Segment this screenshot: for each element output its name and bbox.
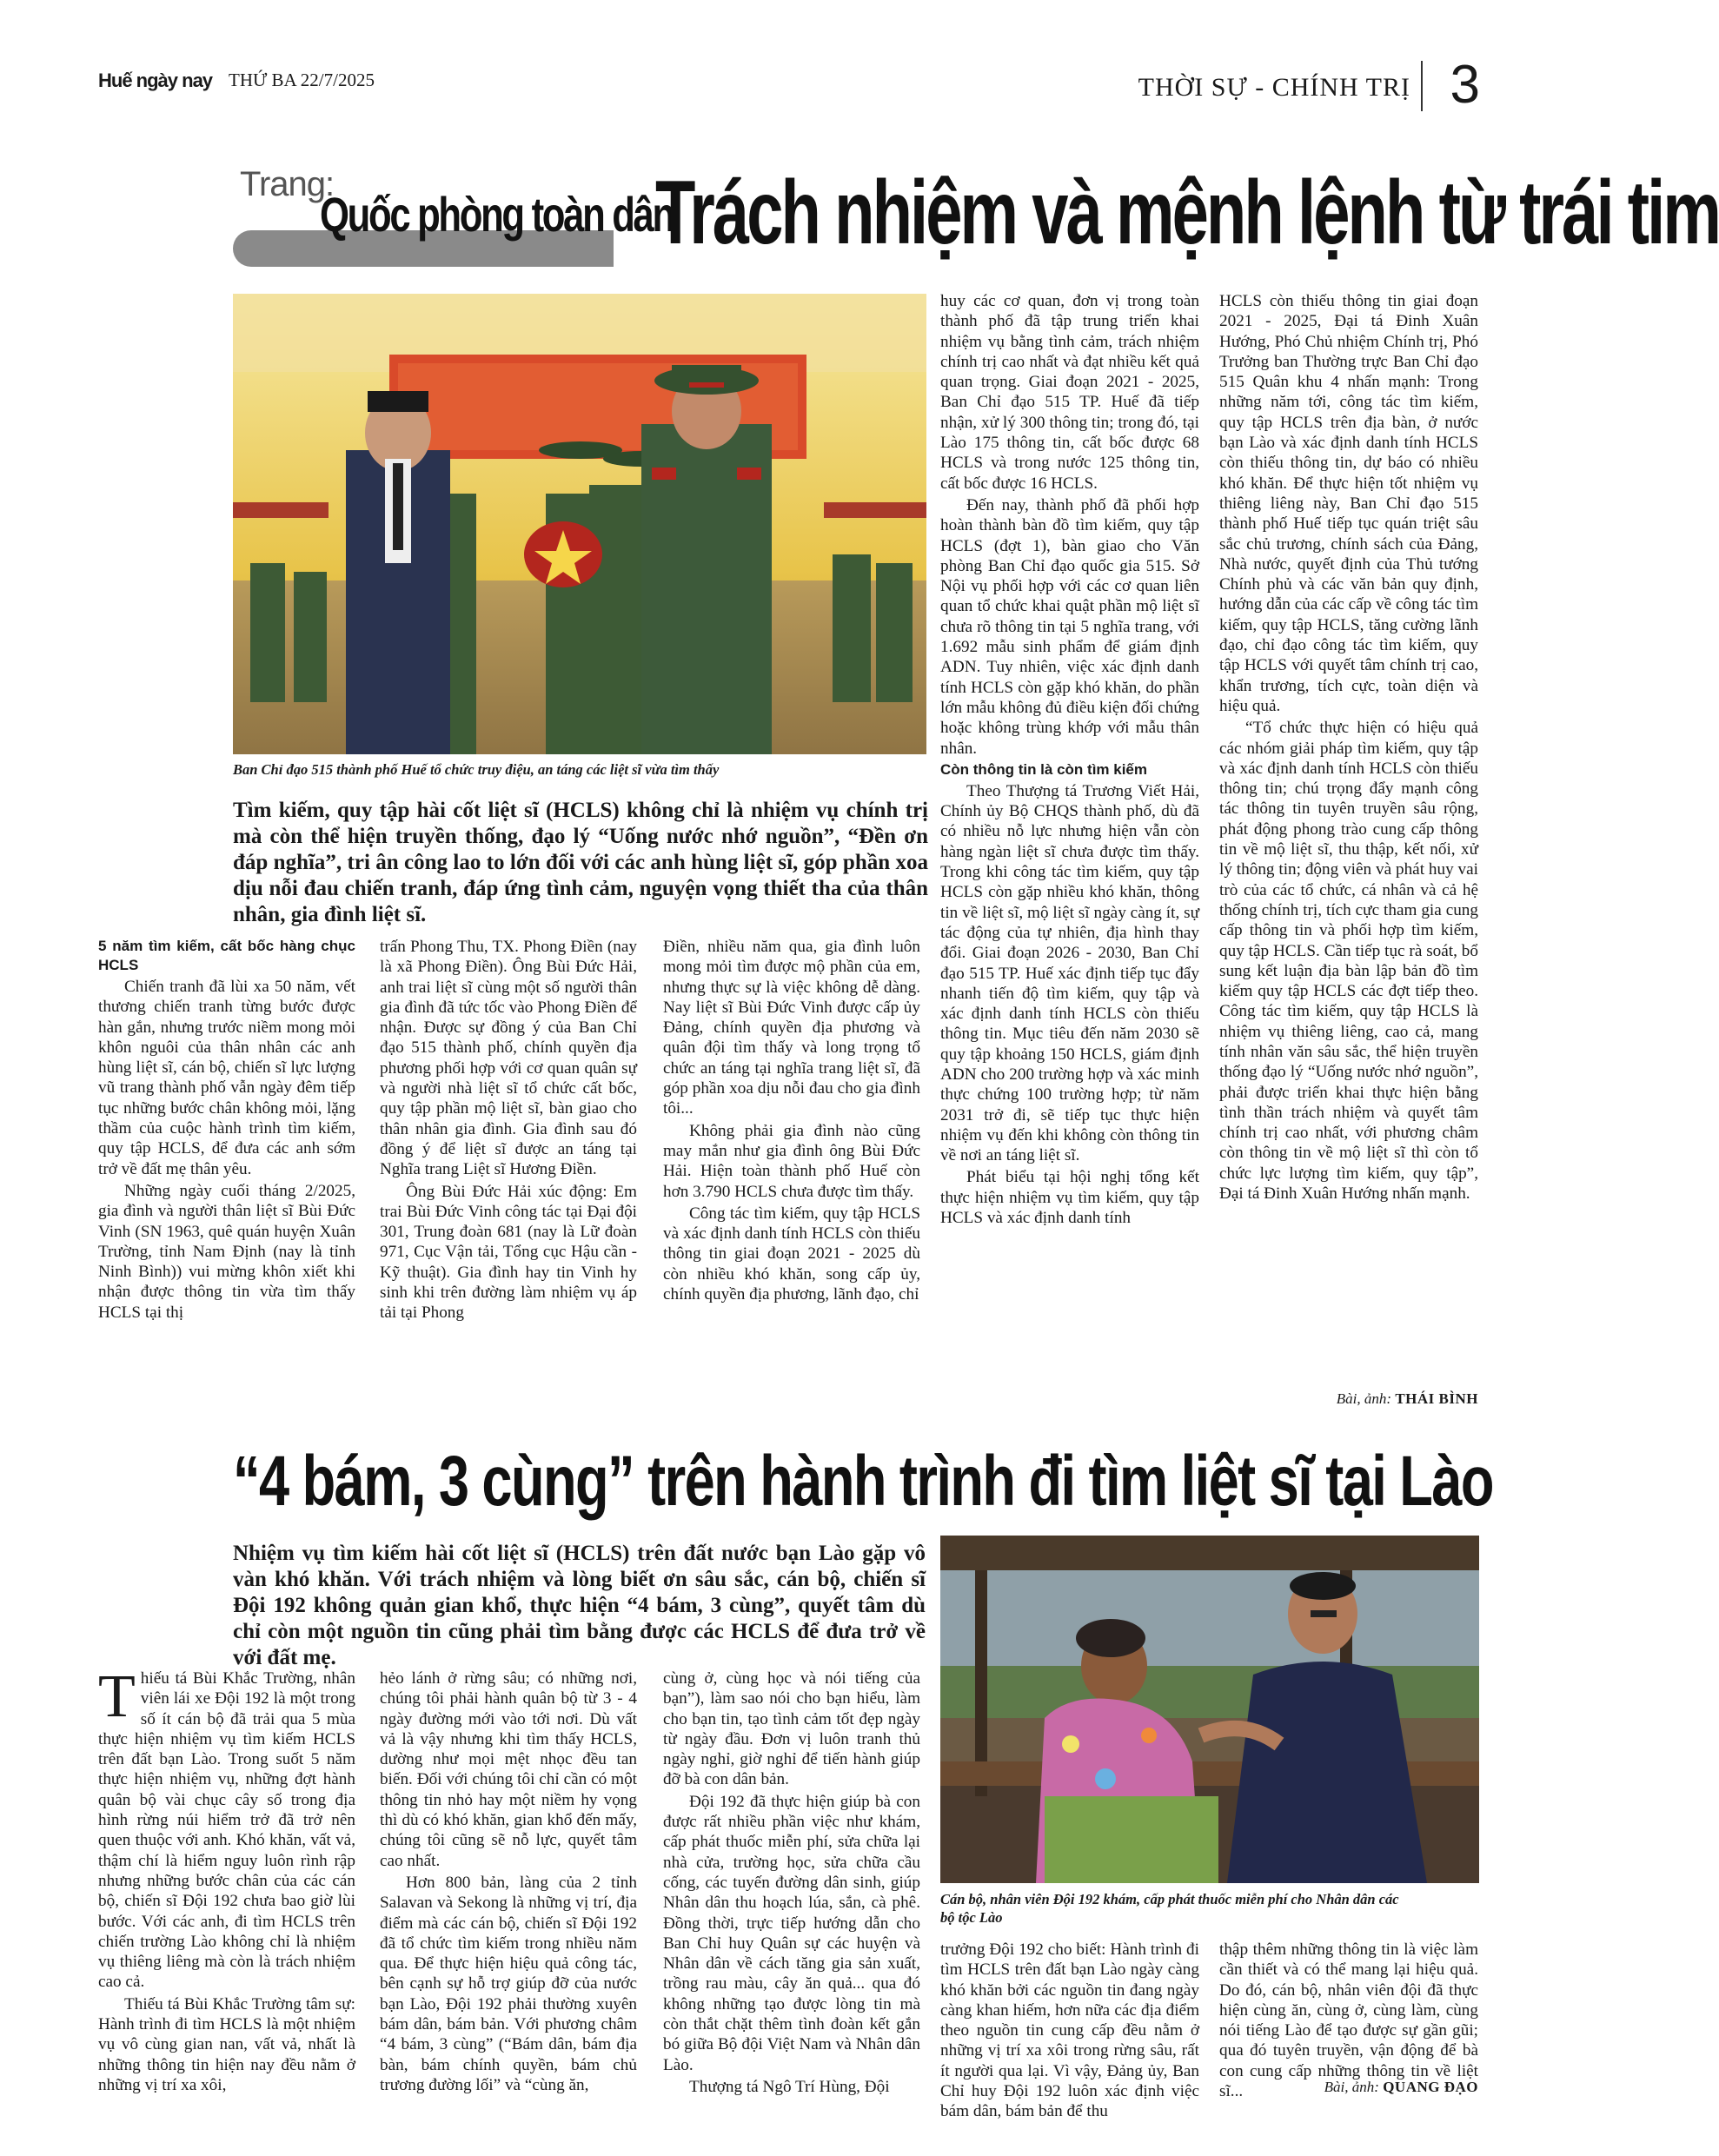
article2-column-4	[940, 1940, 1199, 2121]
article1-subhead-1: 5 năm tìm kiếm, cất bốc hàng chục HCLS	[98, 938, 355, 973]
article2-headline: “4 bám, 3 cùng” trên hành trình đi tìm liệt sĩ tại Lào	[233, 1442, 1493, 1521]
article2-photo-caption: Cán bộ, nhân viên Đội 192 khám, cấp phát thuốc miễn phí cho Nhân dân các bộ tộc Lào	[940, 1891, 1399, 1926]
article2-column-3	[663, 1668, 920, 2099]
paragraph: Thiếu tá Bùi Khắc Trường tâm sự: Hành trình đi tìm HCLS là một nhiệm vụ vô cùng gian nan, vất vả, nhất là những thông tin hiện nay đều nằm ở những vị trí xa xôi,	[98, 1994, 355, 2094]
paragraph: HCLS còn thiếu thông tin giai đoạn 2021 - 2025, Đại tá Đinh Xuân Hướng, Phó Chủ nhiệm Chính trị, Phó Trưởng ban Thường trực Ban Chỉ đạo 515 Quân khu 4 nhấn mạnh: Trong những năm tới, công tác tìm kiếm, quy tập HCLS trên địa bàn, ở nước bạn Lào và xác định danh tính HCLS còn thiếu thông tin, dự báo có nhiều khó khăn. Để thực hiện tốt nhiệm vụ thiêng liêng này, Ban Chỉ đạo 515 thành phố Huế tiếp tục quán triệt sâu sắc chủ trương, chính sách của Đảng, Nhà nước, quyết định của Thủ tướng Chính phủ và các văn bản quy định, hướng dẫn của các cấp về công tác tìm kiếm, quy tập HCLS, tăng cường lãnh đạo, chỉ đạo công tác tìm kiếm, quy tập HCLS với quyết tâm chính trị cao, khẩn trương, tích cực, toàn diện và hiệu quả.	[1219, 292, 1478, 715]
paragraph: cùng ở, cùng học và nói tiếng của bạn”), làm sao nói cho bạn hiểu, làm cho bạn tin, tạo tình cảm tốt đẹp ngày từ ngày đầu. Đơn vị luôn tranh thủ ngày nghỉ, giờ nghỉ để tiến hành giúp đỡ bà con dân bản.	[663, 1669, 920, 1789]
paragraph: Công tác tìm kiếm, quy tập HCLS và xác định danh tính HCLS còn thiếu thông tin giai đoạn 2021 - 2025 dù còn nhiều khó khăn, song cấp ủy, chính quyền địa phương, lãnh đạo, chỉ	[663, 1204, 920, 1304]
paragraph: hẻo lánh ở rừng sâu; có những nơi, chúng tôi phải hành quân bộ từ 3 - 4 ngày đường mới vào tới nơi. Dù vất vả là vậy nhưng khi tìm thấy HCLS, dường như mọi mệt nhọc đều tan biến. Đối với chúng tôi chỉ cần có một thông tin nhỏ hay một niềm hy vọng thì dù có khó khăn, gian khổ đến mấy, chúng tôi cũng sẽ nỗ lực, quyết tâm cao nhất.	[380, 1669, 637, 1870]
article1-column-1	[98, 937, 355, 1410]
paragraph: Đến nay, thành phố đã phối hợp hoàn thành bàn đồ tìm kiếm, quy tập HCLS (đợt 1), bàn giao cho Văn phòng Ban Chỉ đạo quốc gia 515. Sở Nội vụ phối hợp với các cơ quan liên quan tổ chức khai quật phần mộ liệt sĩ chưa rõ thông tin tại 5 nghĩa trang, với 1.692 mẫu sinh phẩm để giám định ADN. Tuy nhiên, việc xác định danh tính HCLS còn gặp khó khăn, do phần lớn mẫu không đủ điều kiện đối chứng hoặc không trùng khớp với mẫu thân nhân.	[940, 495, 1199, 758]
byline-label: Bài, ảnh:	[1336, 1390, 1392, 1407]
byline-author: QUANG ĐẠO	[1383, 2079, 1478, 2095]
byline-author: THÁI BÌNH	[1395, 1390, 1478, 1407]
header-divider	[1421, 61, 1423, 111]
article1-photo	[233, 294, 926, 754]
article2-byline	[1219, 2079, 1478, 2096]
paragraph: Chiến tranh đã lùi xa 50 năm, vết thương chiến tranh từng bước được hàn gắn, nhưng trước niềm mong mỏi khôn nguôi của thân nhân các anh hùng liệt sĩ, cán bộ, chiến sĩ lực lượng vũ trang thành phố vẫn ngày đêm tiếp tục những bước chân không mỏi, lặng thầm của cuộc hành trình tìm kiếm, quy tập HCLS, để đưa các anh sớm trở về đất mẹ thân yêu.	[98, 978, 355, 1178]
paragraph: Hơn 800 bản, làng của 2 tỉnh Salavan và Sekong là những vị trí, địa điểm mà các cán bộ, chiến sĩ Đội 192 đã tổ chức tìm kiếm trong nhiều năm qua. Để thực hiện hiệu quả công tác, bên cạnh sự hỗ trợ giúp đỡ của nước bạn Lào, Đội 192 phải thường xuyên bám dân, bám bản. Với phương châm “4 bám, 3 cùng” (“Bám dân, bám địa bàn, bám chính quyền, bám chủ trương đường lối” và “cùng ăn,	[380, 1873, 637, 2094]
paragraph: Những ngày cuối tháng 2/2025, gia đình và người thân liệt sĩ Bùi Đức Vinh (SN 1963, quê quán huyện Xuân Trường, tỉnh Nam Định (nay là tỉnh Ninh Bình)) vui mừng khôn xiết khi nhận được thông tin vừa tìm thấy HCLS tại thị	[98, 1181, 355, 1322]
paragraph: Thượng tá Ngô Trí Hùng, Đội	[689, 2077, 890, 2096]
article2-photo	[940, 1536, 1479, 1883]
article1-subhead-2: Còn thông tin là còn tìm kiếm	[940, 760, 1147, 778]
article1-column-5	[1219, 291, 1478, 1402]
column-tag	[233, 165, 674, 269]
paragraph: huy các cơ quan, đơn vị trong toàn thành phố đã tập trung triển khai nhiệm vụ bằng tình cảm, trách nhiệm chính trị cao nhất và đạt nhiều kết quả quan trọng. Giai đoạn 2021 - 2025, Ban Chỉ đạo 515 TP. Huế đã tiếp nhận, xử lý 300 thông tin; trong đó, tại Lào 175 thông tin, cất bốc được 68 HCLS và trong nước 125 thông tin, cất bốc được 16 HCLS.	[940, 292, 1199, 493]
drop-cap: T	[98, 1663, 136, 1730]
article1-column-4	[940, 291, 1199, 1410]
paragraph: “Tổ chức thực hiện có hiệu quả các nhóm giải pháp tìm kiếm, quy tập và xác định danh tính HCLS còn thiếu thông tin; chú trọng đẩy mạnh công tác thông tin tuyên truyền sâu rộng, phát động phong trào cung cấp thông tin về mộ liệt sĩ, thu thập, kết nối, xử lý thông tin; động viên và phát huy vai trò của các tổ chức, cá nhân và cả hệ thống chính trị, tích cực tham gia cung cấp thông tin và phối hợp tìm kiếm, quy tập HCLS. Cần tiếp tục rà soát, bổ sung kết luận địa bàn lập bản đồ tìm kiếm quy tập HCLS các đợt tiếp theo. Công tác tìm kiếm, quy tập HCLS là nhiệm vụ thiêng liêng, cao cả, mang tính nhân văn sâu sắc, thể hiện truyền thống đạo lý “Uống nước nhớ nguồn”, phải được triển khai thực hiện bằng tình thần trách nhiệm và quyết tâm chính trị cao nhất, với phương châm còn thông tin về mộ liệt sĩ thì còn tổ chức lực lượng tìm kiếm, quy tập”, Đại tá Đinh Xuân Hướng nhấn mạnh.	[1219, 719, 1478, 1204]
paragraph: Điền, nhiều năm qua, gia đình luôn mong mỏi tìm được mộ phần của em, nhưng thực sự là việc không dễ dàng. Nay liệt sĩ Bùi Đức Vinh được cấp ủy Đảng, chính quyền địa phương và quân đội tìm thấy và long trọng tổ chức an táng tại nghĩa trang liệt sĩ, đã góp phần xoa dịu nỗi đau cho gia đình tôi...	[663, 938, 920, 1118]
paragraph: trấn Phong Thu, TX. Phong Điền (nay là xã Phong Điền). Ông Bùi Đức Hải, anh trai liệt sĩ cùng một số người thân gia đình đã tức tốc vào Phong Điền để nhận. Được sự đồng ý của Ban Chỉ đạo 515 thành phố, chính quyền địa phương phối hợp với cơ quan quân sự và người nhà liệt sĩ tổ chức cất bốc, quy tập phần mộ liệt sĩ, bàn giao cho thân nhân gia đình. Gia đình sau đó đồng ý để liệt sĩ được an táng tại Nghĩa trang Liệt sĩ Hương Điền.	[380, 938, 637, 1179]
page-number: 3	[1450, 55, 1480, 115]
issue-date: THỨ BA 22/7/2025	[229, 70, 375, 90]
paragraph	[98, 1663, 355, 1993]
paragraph: Theo Thượng tá Trương Viết Hải, Chính ủy Bộ CHQS thành phố, dù đã có nhiều nỗ lực nhưng hiện vẫn còn hàng ngàn liệt sĩ chưa được tìm thấy. Trong khi công tác tìm kiếm, quy tập HCLS còn gặp nhiều khó khăn, thông tin về liệt sĩ, mộ liệt sĩ ngày càng ít, sự tác động của tự nhiên, địa hình thay đổi. Giai đoạn 2026 - 2030, Ban Chỉ đạo 515 TP. Huế xác định tiếp tục đẩy nhanh tiến độ tìm kiếm, quy tập và xác định danh tính HCLS còn thiếu thông tin. Mục tiêu đến năm 2030 sẽ quy tập khoảng 150 HCLS, giám định ADN cho 200 trường hợp và xác minh thực chứng 100 trường hợp; từ năm 2031 trở đi, sẽ tiếp tục thực hiện nhiệm vụ đến khi không còn thông tin về nơi an táng liệt sĩ.	[940, 781, 1199, 1165]
article1-headline: Trách nhiệm và mệnh lệnh từ trái tim	[655, 163, 1719, 263]
article2-lead: Nhiệm vụ tìm kiếm hài cốt liệt sĩ (HCLS) trên đất nước bạn Lào gặp vô vàn khó khăn. Với trách nhiệm và lòng biết ơn sâu sắc, cán bộ, chiến sĩ Đội 192 không quản gian khổ, thực hiện “4 bám, 3 cùng”, quyết tâm dù chỉ còn một nguồn tin cũng phải tìm bằng được các HCLS để đưa trở về với đất mẹ.	[233, 1542, 926, 1669]
masthead	[98, 55, 1480, 115]
column-tag-name: Quốc phòng toàn dân	[320, 187, 674, 242]
article2-column-2	[380, 1668, 637, 2099]
article1-photo-caption: Ban Chỉ đạo 515 thành phố Huế tổ chức truy điệu, an táng các liệt sĩ vừa tìm thấy	[233, 761, 720, 778]
paragraph: Ông Bùi Đức Hải xúc động: Em trai Bùi Đức Vinh công tác tại Đại đội 301, Trung đoàn 681 (nay là Lữ đoàn 971, Cục Vận tải, Tổng cục Hậu cần - Kỹ thuật). Gia đình hay tin Vinh hy sinh khi trên đường làm nhiệm vụ áp tải tại Phong	[380, 1182, 637, 1323]
paragraph: thập thêm những thông tin là việc làm cần thiết và có thể mang lại hiệu quả. Do đó, cán bộ, nhân viên đội đã thực hiện cùng ăn, cùng ở, cùng làm, cùng nói tiếng Lào để tạo được sự gần gũi; qua đó tuyên truyền, vận động để bà con cung cấp những thông tin về liệt sĩ...	[1219, 1940, 1478, 2101]
byline-label: Bài, ảnh:	[1324, 2079, 1379, 2095]
paragraph: trưởng Đội 192 cho biết: Hành trình đi tìm HCLS trên đất bạn Lào ngày càng khó khăn bởi các nguồn tin đang ngày càng khan hiếm, hơn nữa các địa điểm theo nguồn tin cung cấp đều nằm ở những vị trí xa xôi trong rừng sâu, rất ít người qua lại. Vì vậy, Đảng ủy, Ban Chỉ huy Đội 192 luôn xác định việc bám dân, bám bản để thu	[940, 1940, 1199, 2121]
article1-column-2	[380, 937, 637, 1410]
section-title: THỜI SỰ - CHÍNH TRỊ	[1138, 73, 1410, 102]
paragraph-text: hiếu tá Bùi Khắc Trường, nhân viên lái xe Đội 192 là một trong số ít cán bộ đã trải qua 5 mùa thực hiện nhiệm vụ tìm kiếm HCLS trên đất bạn Lào. Trong suốt 5 năm thực hiện nhiệm vụ, những đợt hành quân bộ vài chục cây số trong địa hình rừng núi hiểm trở đã trở nên quen thuộc với anh. Khó khăn, vất vả, thậm chí là hiểm nguy luôn rình rập nhưng những bước chân của các cán bộ, chiến sĩ Đội 192 chưa bao giờ lùi bước. Với các anh, đi tìm HCLS trên chiến trường Lào không chỉ là nhiệm vụ thiêng liêng mà còn là trách nhiệm cao cả.	[98, 1669, 355, 1992]
paragraph: Phát biểu tại hội nghị tổng kết thực hiện nhiệm vụ tìm kiếm, quy tập HCLS và xác định danh tính	[940, 1168, 1199, 1228]
article1-column-3	[663, 937, 920, 1410]
newspaper-logo: Huế ngày nay	[98, 70, 213, 91]
article1-lead: Tìm kiếm, quy tập hài cốt liệt sĩ (HCLS) không chỉ là nhiệm vụ chính trị mà còn thể hiện truyền thống, đạo lý “Uống nước nhớ nguồn”, “Đền ơn đáp nghĩa”, tri ân công lao to lớn đối với các anh hùng liệt sĩ, góp phần xoa dịu nỗi đau chiến tranh, đáp ứng tình cảm, nguyện vọng thiết tha của thân nhân, gia đình liệt sĩ.	[233, 799, 928, 926]
article2-column-1	[98, 1663, 355, 2099]
paragraph: Đội 192 đã thực hiện giúp bà con được rất nhiều phần việc như khám, cấp phát thuốc miễn phí, sửa chữa lại nhà cửa, trường học, sửa chữa cầu cống, các tuyến đường dân sinh, giúp Nhân dân thu hoạch lúa, sắn, cà phê. Đồng thời, trực tiếp hướng dẫn cho Ban Chỉ huy Quân sự các huyện và Nhân dân về cách tăng gia sản xuất, trồng rau màu, cây ăn quả... qua đó không những tạo được lòng tin mà còn thắt chặt thêm tình đoàn kết gắn bó giữa Bộ đội Việt Nam và Nhân dân Lào.	[663, 1792, 920, 2074]
paragraph: Không phải gia đình nào cũng may mắn như gia đình ông Bùi Đức Hải. Hiện toàn thành phố Huế còn hơn 3.790 HCLS chưa được tìm thấy.	[663, 1121, 920, 1201]
article1-byline	[1219, 1390, 1478, 1408]
column-tag-label: Trang:	[240, 165, 335, 203]
